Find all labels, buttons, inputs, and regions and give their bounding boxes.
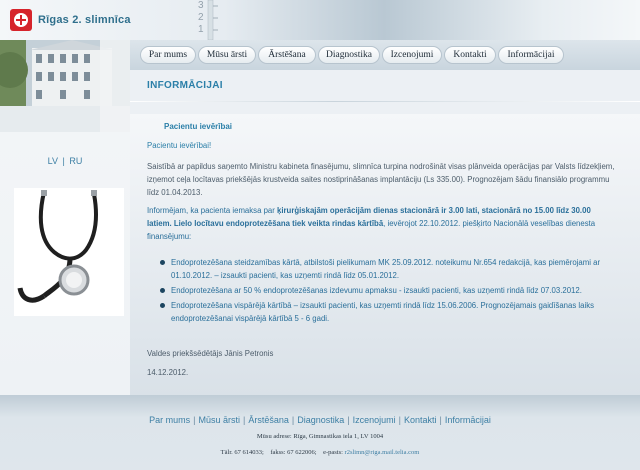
title-divider	[130, 101, 640, 102]
thermometer-icon	[180, 0, 240, 40]
red-cross-logo-icon[interactable]	[10, 9, 32, 31]
thermometer-mark: 1	[198, 24, 204, 35]
footer-link-kontakti[interactable]: Kontakti	[403, 415, 437, 425]
list-item: Endoprotezēšana ar 50 % endoprotezēšanas izdevumu apmaksu - izsaukti pacienti, kas uzņemti rindā līdz 07.03.2012.	[160, 284, 615, 297]
footer-contacts	[0, 449, 640, 456]
hospital-name[interactable]: Rīgas 2. slimnīca	[38, 14, 131, 26]
footer-link-par-mums[interactable]: Par mums	[149, 415, 191, 425]
nav-diagnostika[interactable]: Diagnostika	[318, 46, 380, 64]
language-lv-link[interactable]: LV	[47, 156, 58, 166]
nav-arstesana[interactable]: Ārstēšana	[258, 46, 316, 64]
left-column	[0, 40, 130, 395]
stethoscope-image	[14, 188, 124, 316]
list-item: Endoprotezēšana vispārējā kārtībā – izsaukti pacienti, kas uzņemti rindā līdz 15.06.2006. Prognozējamais gaidīšanas laiks endoprotezēšanai vispārējā kārtībā 5 - 6 gadi.	[160, 299, 615, 325]
footer-separator: |	[439, 415, 442, 425]
footer-separator: |	[291, 415, 295, 425]
paragraph-2-bold: ķirurģiskajām operācijām dienas stacionārā ir 3.00 lati, stacionārā no 15.00 līdz 30.00 latiem. Lielo locītavu endoprotezēšana tiek veikta rindas kārtībā	[147, 206, 591, 228]
article-date: 14.12.2012.	[147, 368, 189, 377]
footer-email-link[interactable]: r2slimn@riga.mail.telia.com	[344, 449, 420, 456]
footer-link-informacijai[interactable]: Informācijai	[444, 415, 491, 425]
footer-separator: |	[243, 415, 246, 425]
article-paragraph-1: Saistībā ar papildus saņemto Ministru kabineta finasējumu, slimnīca turpina nodrošināt visas plānveida operācijas par Valsts līdzekļiem, izņemot ceļa locītavas priekšējās krustveida saites nostiprināšanas implantāciju (Ls 335.00). Prognozējam šādu finansiālo programmu līdz 01.04.2013.	[147, 162, 615, 197]
footer	[0, 395, 640, 470]
footer-link-musu-arsti[interactable]: Mūsu ārsti	[198, 415, 240, 425]
thermometer-mark: 2	[198, 12, 204, 23]
language-switcher	[0, 156, 130, 166]
footer-link-diagnostika[interactable]: Diagnostika	[297, 415, 345, 425]
language-ru-link[interactable]: RU	[69, 156, 83, 166]
nav-par-mums[interactable]: Par mums	[140, 46, 196, 64]
page-title: INFORMĀCIJAI	[147, 80, 223, 91]
nav-izcenojumi[interactable]: Izcenojumi	[382, 46, 442, 64]
footer-link-arstesana[interactable]: Ārstēšana	[248, 415, 289, 425]
article-signature: Valdes priekšsēdētājs Jānis Petronis	[147, 349, 274, 358]
footer-address: Mūsu adrese: Rīga, Gimnastikas iela 1, LV 1004	[256, 433, 384, 440]
article-paragraph-2	[147, 204, 617, 243]
content-area	[130, 70, 640, 395]
paragraph-2-suffix: , ievērojot 22.10.2012. piešķirto Nacionālā veselības dienesta finansējumu:	[147, 219, 596, 241]
footer-phone: Tālr. 67 614033;	[220, 449, 264, 456]
footer-fax: fakss: 67 622006;	[270, 449, 317, 456]
article-heading: Pacientu ievērībai	[164, 122, 233, 131]
footer-link-izcenojumi[interactable]: Izcenojumi	[352, 415, 396, 425]
list-item: Endoprotezēšana steidzamības kārtā, atbilstoši pielikumam MK 25.09.2012. noteikumu Nr.654 redakcijā, kas piemērojami ar 01.10.2012. – izsaukti pacienti, kas uzņemti rindā līdz 05.01.2012.	[160, 256, 615, 282]
nav-informacijai[interactable]: Informācijai	[498, 46, 564, 64]
bullet-list	[160, 256, 615, 327]
header	[0, 0, 640, 40]
thermometer-mark: 3	[198, 0, 204, 11]
article-greeting: Pacientu ievērībai!	[147, 141, 212, 150]
article	[130, 114, 640, 395]
footer-separator: |	[193, 415, 196, 425]
language-separator: |	[62, 156, 65, 166]
paragraph-2-prefix: Informējam, ka pacienta iemaksa par	[147, 206, 278, 215]
main-navigation	[130, 40, 640, 70]
footer-separator: |	[347, 415, 350, 425]
footer-navigation	[0, 415, 640, 425]
footer-email-label: e-pasts:	[323, 449, 343, 456]
hospital-building-image	[0, 40, 130, 132]
nav-musu-arsti[interactable]: Mūsu ārsti	[198, 46, 256, 64]
footer-separator: |	[398, 415, 401, 425]
nav-kontakti[interactable]: Kontakti	[444, 46, 496, 64]
